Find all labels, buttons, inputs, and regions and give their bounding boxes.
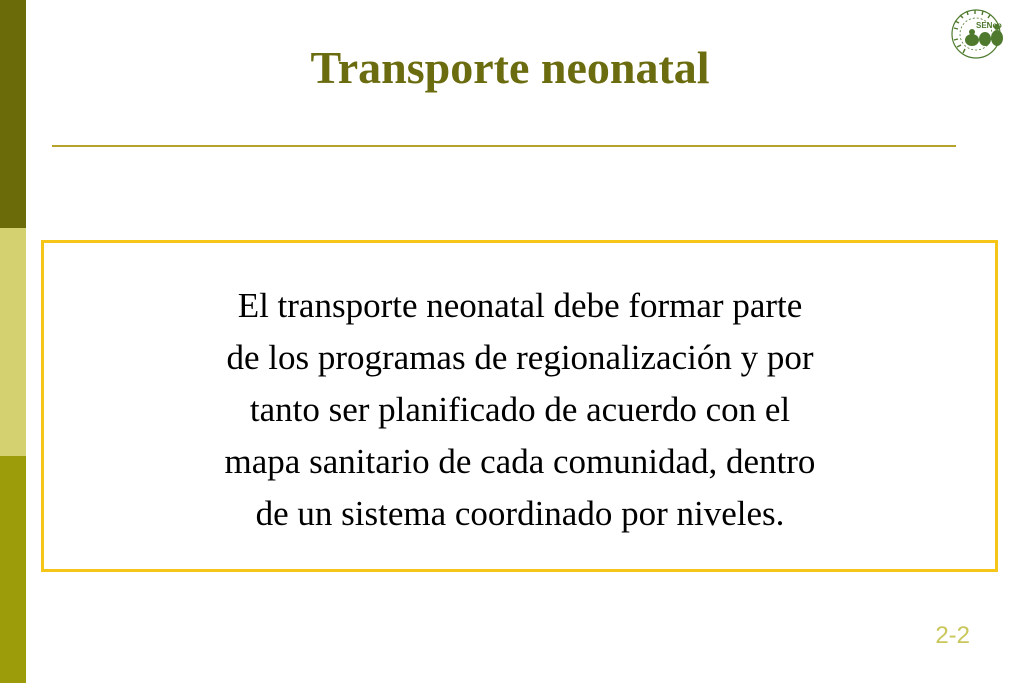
title-divider (52, 145, 956, 147)
content-text (70, 280, 970, 540)
side-bar-top (0, 0, 26, 228)
seneo-logo-icon (940, 8, 1018, 60)
body-line: de los programas de regionalización y por (226, 338, 814, 377)
slide-number: 2-2 (935, 622, 970, 649)
side-bar-bottom (0, 456, 26, 683)
body-line: de un sistema coordinado por niveles. (255, 494, 785, 533)
slide-title: Transporte neonatal (310, 42, 710, 93)
body-line: tanto ser planificado de acuerdo con el (249, 390, 791, 429)
body-line: mapa sanitario de cada comunidad, dentro (224, 442, 816, 481)
body-line: El transporte neonatal debe formar parte (237, 286, 803, 325)
side-bar-middle (0, 228, 26, 456)
logo-abbrev: SENeo (976, 21, 1002, 30)
